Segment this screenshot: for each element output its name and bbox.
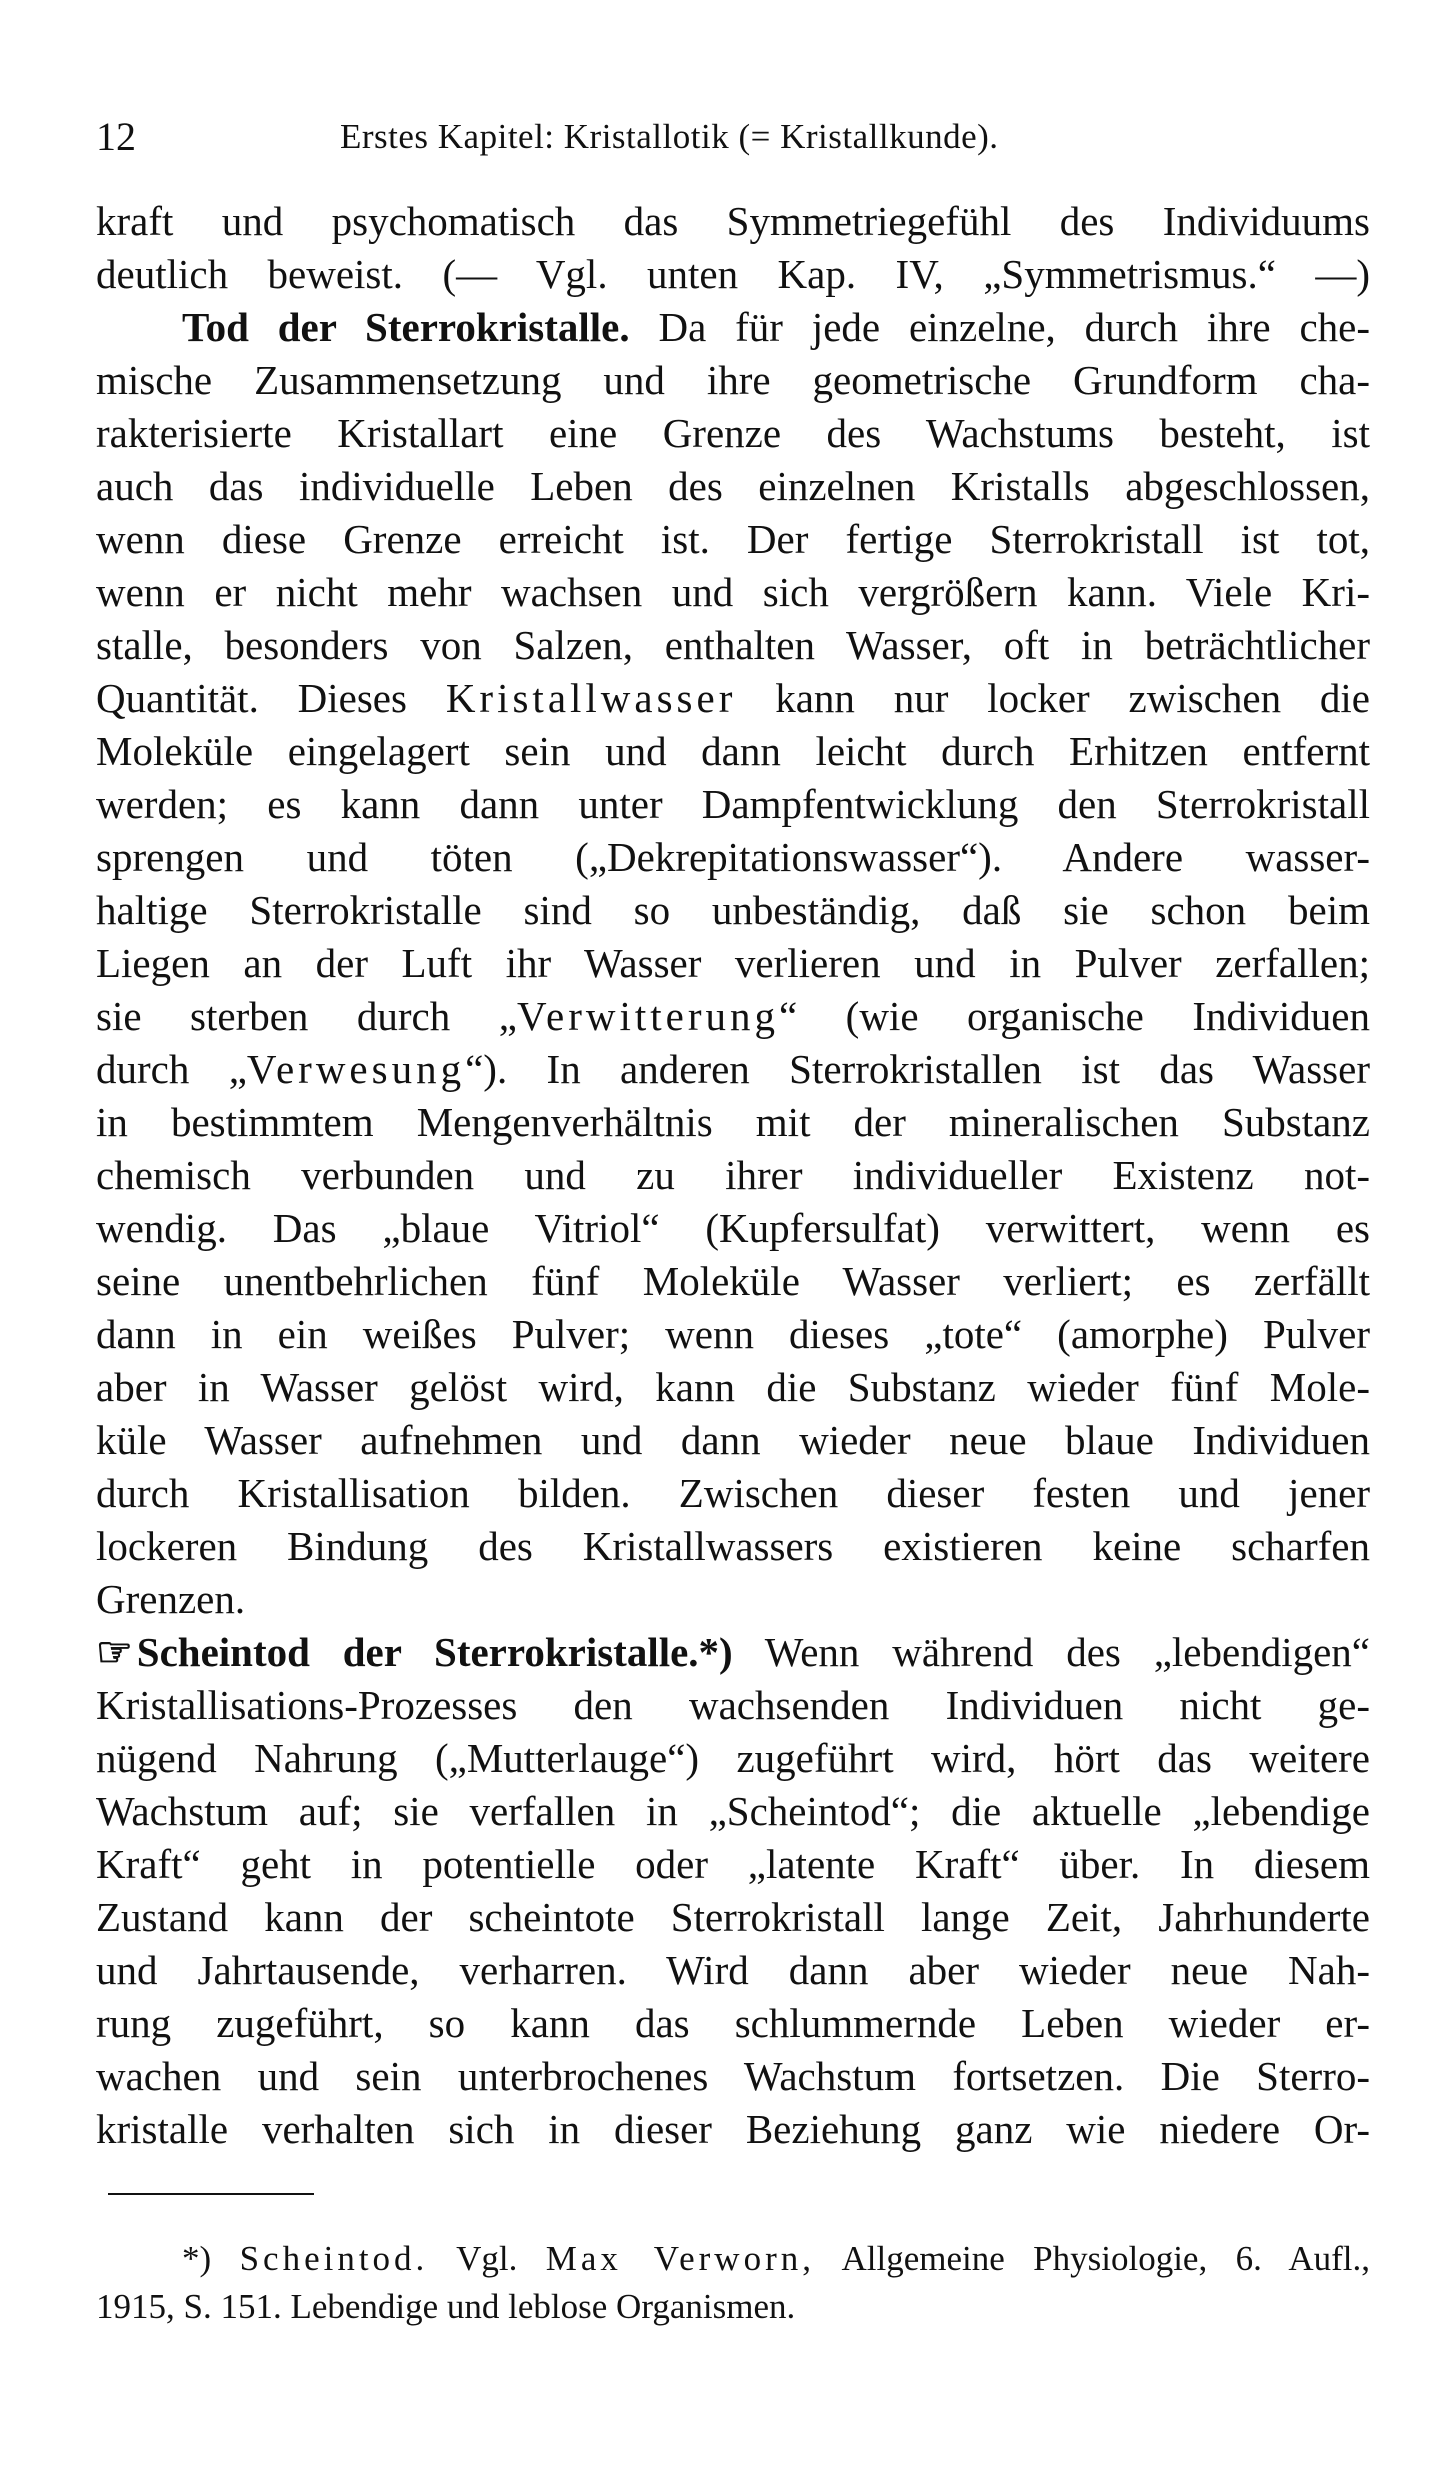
text-segment: werden; es kann dann unter Dampfentwicklung den Sterrokristall xyxy=(96,781,1370,827)
text-line xyxy=(96,990,1370,1043)
text-segment: “). In anderen Sterrokristallen ist das Wasser xyxy=(465,1046,1370,1092)
text-segment: Zustand kann der scheintote Sterrokristall lange Zeit, Jahrhunderte xyxy=(96,1894,1370,1940)
footnote-line: *) Scheintod. Vgl. Max Verworn, Allgemeine Physiologie, 6. Aufl., xyxy=(182,2239,1371,2278)
text-line xyxy=(96,1255,1370,1308)
body-text xyxy=(96,195,1370,2156)
text-segment: wenn er nicht mehr wachsen und sich vergrößern kann. Viele Kri- xyxy=(96,569,1370,615)
text-segment: und Jahrtausende, verharren. Wird dann aber wieder neue Nah- xyxy=(96,1947,1370,1993)
text-line xyxy=(96,301,1370,354)
text-line xyxy=(96,1891,1370,1944)
text-line xyxy=(96,513,1370,566)
text-line xyxy=(96,2103,1370,2156)
footnote-line: 1915, S. 151. Lebendige und leblose Organismen. xyxy=(96,2287,796,2326)
text-segment: kann nur locker zwischen die xyxy=(736,675,1370,721)
emphasized-term: Verwitterung xyxy=(516,993,779,1039)
running-title: Erstes Kapitel: Kristallotik (= Kristallkunde). xyxy=(340,117,999,156)
text-line xyxy=(96,1997,1370,2050)
section-heading: Scheintod der Sterrokristalle.*) xyxy=(136,1629,733,1675)
text-line xyxy=(96,884,1370,937)
text-segment: aber in Wasser gelöst wird, kann die Substanz wieder fünf Mole- xyxy=(96,1364,1370,1410)
text-line xyxy=(96,1467,1370,1520)
text-segment: Liegen an der Luft ihr Wasser verlieren und in Pulver zerfallen; xyxy=(96,940,1370,986)
text-segment: küle Wasser aufnehmen und dann wieder neue blaue Individuen xyxy=(96,1417,1370,1463)
text-segment: seine unentbehrlichen fünf Moleküle Wasser verliert; es zerfällt xyxy=(96,1258,1370,1304)
text-segment: wendig. Das „blaue Vitriol“ (Kupfersulfat) verwittert, wenn es xyxy=(96,1205,1370,1251)
footnote xyxy=(96,2235,1370,2331)
text-segment: Da für jede einzelne, durch ihre che- xyxy=(629,304,1370,350)
text-line xyxy=(96,1414,1370,1467)
text-line xyxy=(96,1361,1370,1414)
text-line xyxy=(96,619,1370,672)
text-segment: wenn diese Grenze erreicht ist. Der fertige Sterrokristall ist tot, xyxy=(96,516,1370,562)
text-segment: Kristallisations-Prozesses den wachsenden Individuen nicht ge- xyxy=(96,1682,1370,1728)
text-segment: nügend Nahrung („Mutterlauge“) zugeführt wird, hört das weitere xyxy=(96,1735,1370,1781)
section-heading: Tod der Sterrokristalle. xyxy=(182,304,630,350)
text-line xyxy=(96,195,1370,248)
text-line xyxy=(96,1679,1370,1732)
text-segment: Wachstum auf; sie verfallen in „Scheintod“; die aktuelle „lebendige xyxy=(96,1788,1370,1834)
text-line xyxy=(96,2050,1370,2103)
text-segment: auch das individuelle Leben des einzelnen Kristalls abgeschlossen, xyxy=(96,463,1370,509)
text-segment: Moleküle eingelagert sein und dann leicht durch Erhitzen entfernt xyxy=(96,728,1370,774)
emphasized-term: Verwesung xyxy=(246,1046,466,1092)
text-segment: Quantität. Dieses xyxy=(96,675,446,721)
text-line xyxy=(96,1043,1370,1096)
text-segment: deutlich beweist. (— Vgl. unten Kap. IV, „Symmetrismus.“ —) xyxy=(96,251,1370,297)
text-segment: wachen und sein unterbrochenes Wachstum fortsetzen. Die Sterro- xyxy=(96,2053,1370,2099)
text-line xyxy=(96,1308,1370,1361)
text-segment: Wenn während des „lebendigen“ xyxy=(732,1629,1370,1675)
text-segment: Kraft“ geht in potentielle oder „latente Kraft“ über. In diesem xyxy=(96,1841,1370,1887)
text-line xyxy=(96,1944,1370,1997)
text-segment: dann in ein weißes Pulver; wenn dieses „tote“ (amorphe) Pulver xyxy=(96,1311,1370,1357)
footnote-rule xyxy=(108,2193,314,2195)
text-segment: in bestimmtem Mengenverhältnis mit der mineralischen Substanz xyxy=(96,1099,1370,1145)
text-line xyxy=(96,672,1370,725)
text-line xyxy=(96,1785,1370,1838)
text-segment: “ (wie organische Individuen xyxy=(779,993,1370,1039)
text-segment: durch Kristallisation bilden. Zwischen dieser festen und jener xyxy=(96,1470,1370,1516)
page-header xyxy=(96,112,1386,162)
text-segment: chemisch verbunden und zu ihrer individueller Existenz not- xyxy=(96,1152,1370,1198)
text-line xyxy=(96,1838,1370,1891)
text-segment: haltige Sterrokristalle sind so unbeständig, daß sie schon beim xyxy=(96,887,1370,933)
text-line xyxy=(96,354,1370,407)
page-number: 12 xyxy=(96,114,136,159)
text-line xyxy=(96,460,1370,513)
text-line xyxy=(96,1573,1370,1626)
text-segment: stalle, besonders von Salzen, enthalten Wasser, oft in beträchtlicher xyxy=(96,622,1370,668)
emphasized-term: Kristallwasser xyxy=(445,675,737,721)
text-line xyxy=(96,1732,1370,1785)
text-line xyxy=(96,1096,1370,1149)
text-line xyxy=(96,831,1370,884)
text-line xyxy=(96,248,1370,301)
text-line xyxy=(96,1149,1370,1202)
text-line xyxy=(96,1626,1370,1679)
text-line xyxy=(96,566,1370,619)
text-segment: lockeren Bindung des Kristallwassers existieren keine scharfen xyxy=(96,1523,1370,1569)
text-line xyxy=(96,1202,1370,1255)
text-segment: kraft und psychomatisch das Symmetriegefühl des Individuums xyxy=(96,198,1370,244)
text-segment: rakterisierte Kristallart eine Grenze des Wachstums besteht, ist xyxy=(96,410,1370,456)
text-line xyxy=(96,937,1370,990)
text-segment: sprengen und töten („Dekrepitationswasser“). Andere wasser- xyxy=(96,834,1370,880)
text-segment: durch „ xyxy=(96,1046,247,1092)
text-line xyxy=(96,778,1370,831)
text-line xyxy=(96,725,1370,778)
text-segment: Grenzen. xyxy=(96,1576,246,1622)
text-segment: mische Zusammensetzung und ihre geometrische Grundform cha- xyxy=(96,357,1370,403)
pointing-hand-icon: ☞ xyxy=(96,1629,131,1675)
text-segment: sie sterben durch „ xyxy=(96,993,517,1039)
text-segment: kristalle verhalten sich in dieser Beziehung ganz wie niedere Or- xyxy=(96,2106,1370,2152)
text-segment: rung zugeführt, so kann das schlummernde Leben wieder er- xyxy=(96,2000,1370,2046)
text-line xyxy=(96,1520,1370,1573)
text-line xyxy=(96,407,1370,460)
